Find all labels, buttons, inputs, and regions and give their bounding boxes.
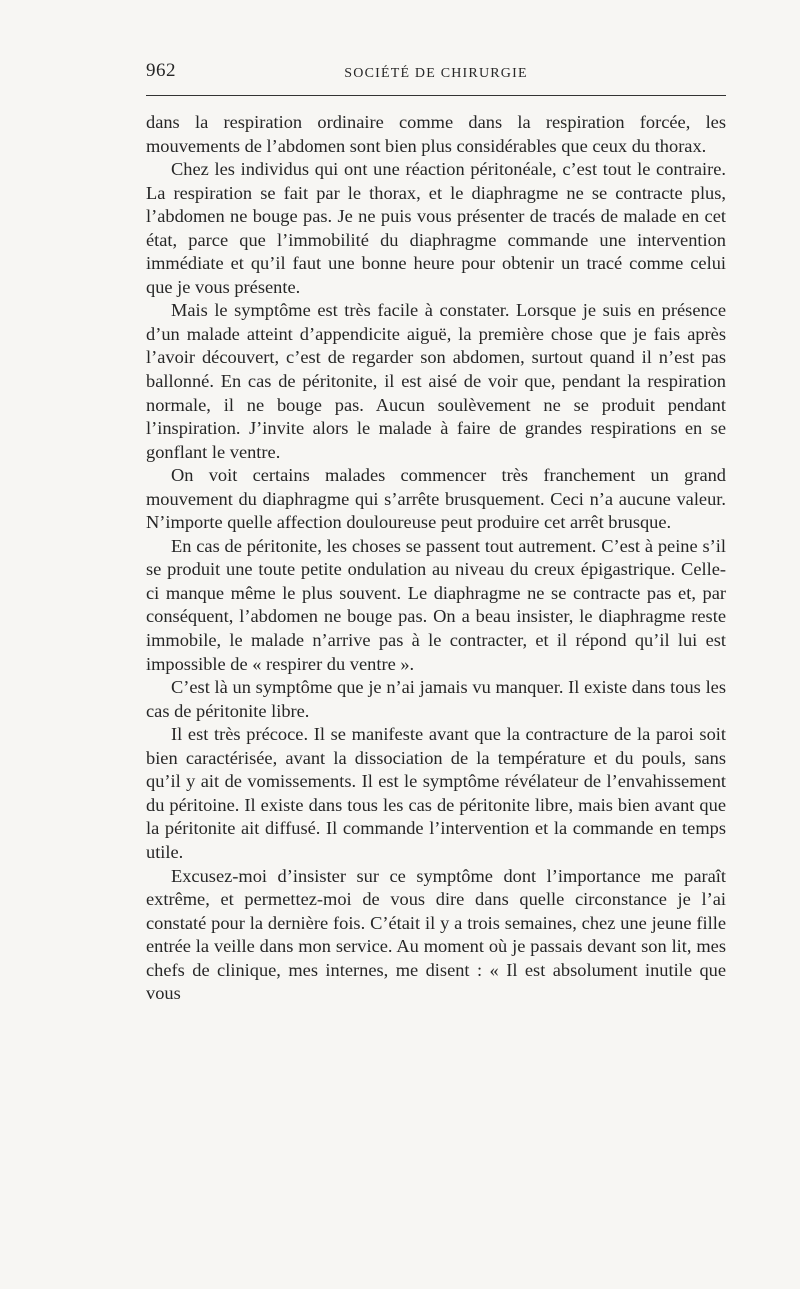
page-header (146, 52, 726, 82)
paragraph: Chez les individus qui ont une réaction péritonéale, c’est tout le contraire. La respiration se fait par le thorax, et le diaphragme ne se contracte plus, l’abdomen ne bouge pas. Je ne puis vous présenter de tracés de malade en cet état, parce que l’immobilité du diaphragme commande une intervention immédiate et qu’il faut une bonne heure pour obtenir un tracé comme celui que je vous présente. (146, 159, 726, 297)
paragraph: En cas de péritonite, les choses se passent tout autrement. C’est à peine s’il se produit une toute petite ondulation au niveau du creux épigastrique. Celle-ci manque même le plus souvent. Le diaphragme ne se contracte pas et, par conséquent, l’abdomen ne bouge pas. On a beau insister, le diaphragme reste immobile, le malade n’arrive pas à le contracter, et il répond qu’il lui est impossible de « respirer du ventre ». (146, 535, 726, 674)
paragraph: On voit certains malades commencer très franchement un grand mouvement du diaphragme qui s’arrête brusquement. Ceci n’a aucune valeur. N’importe quelle affection douloureuse peut produire cet arrêt brusque. (146, 465, 726, 533)
paragraph: Mais le symptôme est très facile à constater. Lorsque je suis en présence d’un malade atteint d’appendicite aiguë, la première chose que je fais après l’avoir découvert, c’est de regarder son abdomen, surtout quand il n’est pas ballonné. En cas de péritonite, il est aisé de voir que, pendant la respiration normale, il ne bouge pas. Aucun soulèvement ne se produit pendant l’inspiration. J’invite alors le malade à faire de grandes respirations en se gonflant le ventre. (146, 300, 726, 462)
paragraph: Il est très précoce. Il se manifeste avant que la contracture de la paroi soit bien caractérisée, avant la dissociation de la température et du pouls, sans qu’il y ait de vomissements. Il est le symptôme révélateur de l’envahissement du péritoine. Il existe dans tous les cas de péritonite libre, mais bien avant que la péritonite ait diffusé. Il commande l’intervention et la commande en temps utile. (146, 724, 726, 862)
paragraph: Excusez-moi d’insister sur ce symptôme dont l’importance me paraît extrême, et permettez-moi de vous dire dans quelle circonstance je l’ai constaté pour la dernière fois. C’était il y a trois semaines, chez une jeune fille entrée la veille dans mon service. Au moment où je passais devant son lit, mes chefs de clinique, mes internes, me disent : « Il est absolument inutile que vous (146, 865, 726, 1004)
page-number: 962 (146, 60, 176, 81)
running-title: SOCIÉTÉ DE CHIRURGIE (344, 66, 528, 81)
paragraph: C’est là un symptôme que je n’ai jamais vu manquer. Il existe dans tous les cas de péritonite libre. (146, 677, 726, 721)
paragraph: dans la respiration ordinaire comme dans la respiration forcée, les mouvements de l’abdomen sont bien plus considérables que ceux du thorax. (146, 112, 726, 156)
body-text (146, 111, 726, 1006)
header-rule (146, 95, 726, 96)
